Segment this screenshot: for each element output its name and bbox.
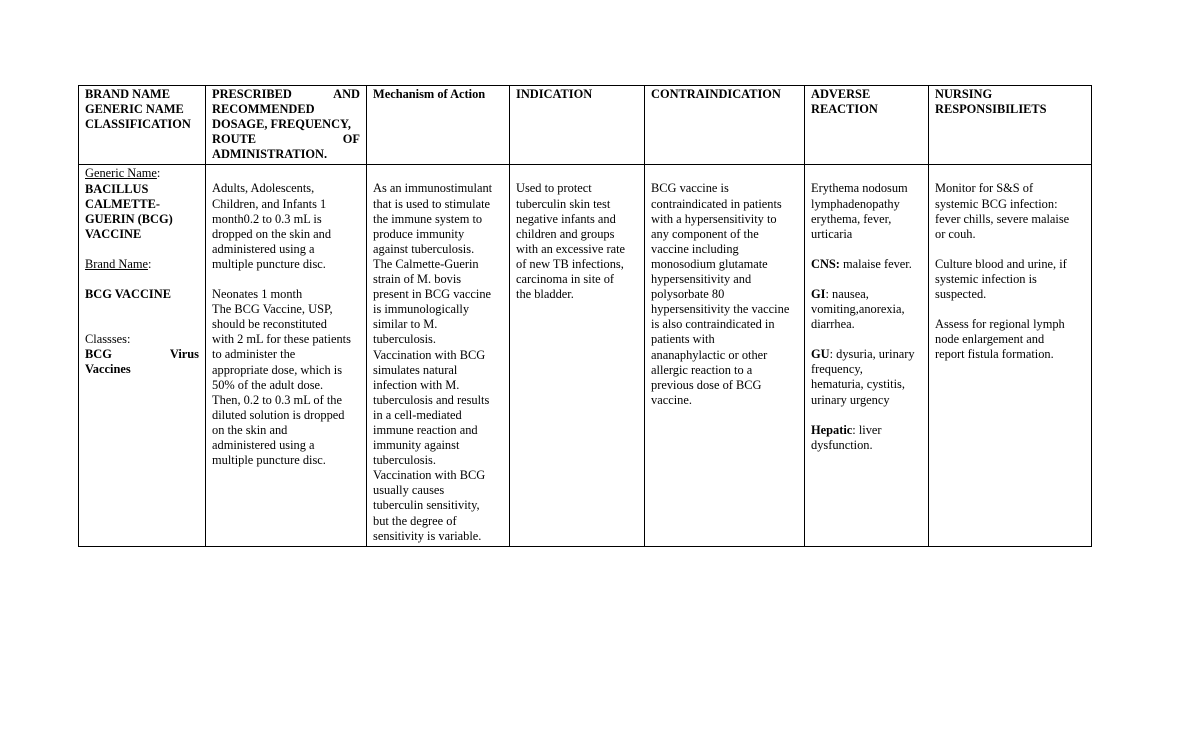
mechanism-line: simulates natural xyxy=(373,362,458,377)
dosage-line: on the skin and xyxy=(212,422,288,437)
nursing-line: systemic infection is xyxy=(935,271,1037,286)
dosage-line: Adults, Adolescents, xyxy=(212,181,315,196)
dosage-line: with 2 mL for these patients xyxy=(212,332,351,347)
nursing-paragraph xyxy=(935,257,1085,302)
dosage-line: 50% of the adult dose. xyxy=(212,377,324,392)
classification-word: Virus xyxy=(169,347,199,362)
contraindication-line: hypersensitivity the vaccine xyxy=(651,302,790,317)
contraindication-line: contraindicated in patients xyxy=(651,196,782,211)
brand-name-colon: : xyxy=(147,256,152,271)
adverse-line: lymphadenopathy xyxy=(811,196,900,211)
mechanism-line: tuberculosis. xyxy=(373,332,436,347)
generic-name-line: CALMETTE- xyxy=(85,196,161,211)
header-brand xyxy=(79,86,206,165)
contraindication-line: vaccine including xyxy=(651,241,739,256)
mechanism-line: Vaccination with BCG xyxy=(373,468,486,483)
generic-name-line: BACILLUS xyxy=(85,181,149,196)
mechanism-line: tuberculin sensitivity, xyxy=(373,498,480,513)
mechanism-line: infection with M. xyxy=(373,377,460,392)
mechanism-line: usually causes xyxy=(373,483,445,498)
adverse-line: urticaria xyxy=(811,226,853,241)
contraindication-line: BCG vaccine is xyxy=(651,181,729,196)
adverse-line: erythema, fever, xyxy=(811,211,892,226)
brand-name-label: Brand Name xyxy=(85,256,148,271)
nursing-line: report fistula formation. xyxy=(935,347,1054,362)
mechanism-line: is immunologically xyxy=(373,302,470,317)
dosage-line: multiple puncture disc. xyxy=(212,453,326,468)
indication-line: tuberculin skin test xyxy=(516,196,611,211)
classification-word: BCG xyxy=(85,347,112,362)
contraindication-line: vaccine. xyxy=(651,392,692,407)
mechanism-cell xyxy=(367,165,510,546)
mechanism-line: tuberculosis and results xyxy=(373,392,490,407)
contraindication-line: is also contraindicated in xyxy=(651,317,775,332)
header-adverse xyxy=(805,86,929,165)
mechanism-line: Vaccination with BCG xyxy=(373,347,486,362)
mechanism-line: against tuberculosis. xyxy=(373,241,475,256)
dosage-cell xyxy=(206,165,367,546)
gu-label: GU xyxy=(811,347,830,362)
adverse-line: urinary urgency xyxy=(811,392,890,407)
header-dosage-word: PRESCRIBED xyxy=(212,87,292,101)
header-adverse-line: REACTION xyxy=(811,102,878,117)
generic-name-line: VACCINE xyxy=(85,226,142,241)
nursing-line: or couh. xyxy=(935,226,976,241)
adverse-gi xyxy=(811,302,922,332)
mechanism-line: The Calmette-Guerin xyxy=(373,256,479,271)
contraindication-line: hypersensitivity and xyxy=(651,272,752,287)
contraindication-line: patients with xyxy=(651,332,715,347)
adverse-line: Erythema nodosum xyxy=(811,181,908,196)
indication-line: with an excessive rate xyxy=(516,241,626,256)
gi-label: GI xyxy=(811,286,826,301)
header-contraindication: CONTRAINDICATION xyxy=(645,86,805,165)
gi-text: : nausea, xyxy=(825,286,869,301)
adverse-line: diarrhea. xyxy=(811,317,855,332)
dosage-line: month0.2 to 0.3 mL is xyxy=(212,211,322,226)
header-row xyxy=(79,86,1092,165)
nursing-line: suspected. xyxy=(935,287,987,302)
nursing-line: node enlargement and xyxy=(935,332,1045,347)
indication-line: the bladder. xyxy=(516,287,574,302)
dosage-line: to administer the xyxy=(212,347,296,362)
mechanism-line: but the degree of xyxy=(373,513,457,528)
header-brand-line: CLASSIFICATION xyxy=(85,117,191,132)
nursing-line: systemic BCG infection: xyxy=(935,196,1058,211)
contraindication-line: monosodium glutamate xyxy=(651,256,768,271)
nursing-paragraph xyxy=(935,181,1085,241)
nursing-cell xyxy=(929,165,1092,546)
cns-label: CNS: xyxy=(811,256,840,271)
contraindication-line: previous dose of BCG xyxy=(651,377,762,392)
header-mechanism: Mechanism of Action xyxy=(367,86,510,165)
indication-line: negative infants and xyxy=(516,211,616,226)
indication-text xyxy=(516,181,638,302)
nursing-paragraph xyxy=(935,317,1085,362)
dosage-line: multiple puncture disc. xyxy=(212,256,326,271)
header-brand-line: GENERIC NAME xyxy=(85,102,184,117)
mechanism-line: tuberculosis. xyxy=(373,453,436,468)
mechanism-line: that is used to stimulate xyxy=(373,196,491,211)
adverse-gu xyxy=(811,362,922,407)
header-dosage-word: ROUTE xyxy=(212,132,257,147)
mechanism-line: immune reaction and xyxy=(373,422,478,437)
mechanism-line: in a cell-mediated xyxy=(373,407,462,422)
dosage-line: Neonates 1 month xyxy=(212,287,303,302)
mechanism-line: the immune system to xyxy=(373,211,483,226)
dosage-line: should be reconstituted xyxy=(212,317,327,332)
header-dosage-word: AND xyxy=(333,87,360,101)
generic-name-colon: : xyxy=(156,166,161,181)
adverse-line: hematuria, cystitis, xyxy=(811,377,905,392)
generic-name-line: GUERIN (BCG) xyxy=(85,211,173,226)
indication-line: children and groups xyxy=(516,226,615,241)
indication-line: carcinoma in site of xyxy=(516,272,615,287)
dosage-line: The BCG Vaccine, USP, xyxy=(212,302,333,317)
brand-cell xyxy=(79,165,206,546)
nursing-line: Culture blood and urine, if xyxy=(935,256,1067,271)
hepatic-text: : liver xyxy=(852,422,882,437)
brand-name-value: BCG VACCINE xyxy=(85,287,171,302)
indication-line: of new TB infections, xyxy=(516,256,624,271)
adverse-hepatic xyxy=(811,438,922,453)
dosage-line: diluted solution is dropped xyxy=(212,407,345,422)
mechanism-line: similar to M. xyxy=(373,317,438,332)
content-row xyxy=(79,165,1092,546)
header-dosage xyxy=(206,86,367,165)
mechanism-line: As an immunostimulant xyxy=(373,181,493,196)
header-nursing-line: NURSING xyxy=(935,87,993,101)
header-nursing xyxy=(929,86,1092,165)
dosage-line: administered using a xyxy=(212,241,315,256)
gu-text: : dysuria, urinary xyxy=(829,347,915,362)
adverse-line: frequency, xyxy=(811,362,863,377)
contraindication-cell xyxy=(645,165,805,546)
indication-line: Used to protect xyxy=(516,181,592,196)
mechanism-line: immunity against xyxy=(373,438,460,453)
contraindication-line: polysorbate 80 xyxy=(651,287,725,302)
dosage-line: Then, 0.2 to 0.3 mL of the xyxy=(212,392,342,407)
nursing-line: Monitor for S&S of xyxy=(935,181,1034,196)
header-dosage-line: RECOMMENDED xyxy=(212,102,315,117)
header-dosage-word: OF xyxy=(342,132,360,147)
dosage-line: dropped on the skin and xyxy=(212,226,332,241)
adverse-line: vomiting,anorexia, xyxy=(811,302,905,317)
adverse-line: dysfunction. xyxy=(811,437,873,452)
generic-name-label: Generic Name xyxy=(85,166,157,181)
dosage-adult xyxy=(212,181,360,272)
contraindication-line: allergic reaction to a xyxy=(651,362,753,377)
mechanism-line: strain of M. bovis xyxy=(373,272,462,287)
adverse-cell xyxy=(805,165,929,546)
dosage-neonate xyxy=(212,287,360,468)
classification-line: Vaccines xyxy=(85,362,131,377)
header-adverse-line: ADVERSE xyxy=(811,87,871,101)
header-dosage-line: DOSAGE, FREQUENCY, xyxy=(212,117,351,132)
contraindication-line: with a hypersensitivity to xyxy=(651,211,777,226)
mechanism-line: sensitivity is variable. xyxy=(373,528,482,543)
header-nursing-line: RESPONSIBILIETS xyxy=(935,102,1047,117)
contraindication-line: any component of the xyxy=(651,226,759,241)
header-indication: INDICATION xyxy=(510,86,645,165)
nursing-line: fever chills, severe malaise xyxy=(935,211,1070,226)
cns-text: malaise fever. xyxy=(839,256,912,271)
dosage-line: appropriate dose, which is xyxy=(212,362,343,377)
mechanism-line: produce immunity xyxy=(373,226,465,241)
hepatic-label: Hepatic xyxy=(811,422,853,437)
contraindication-line: ananaphylactic or other xyxy=(651,347,768,362)
nursing-line: Assess for regional lymph xyxy=(935,317,1065,332)
header-dosage-line: ADMINISTRATION. xyxy=(212,147,328,162)
mechanism-text xyxy=(373,181,503,543)
header-brand-line: BRAND NAME xyxy=(85,87,171,101)
dosage-line: administered using a xyxy=(212,437,315,452)
drug-study-table xyxy=(78,85,1092,547)
dosage-line: Children, and Infants 1 xyxy=(212,196,327,211)
mechanism-line: present in BCG vaccine xyxy=(373,287,492,302)
adverse-general xyxy=(811,181,922,241)
indication-cell xyxy=(510,165,645,546)
contraindication-text xyxy=(651,181,798,407)
classification-label: Classses: xyxy=(85,332,131,347)
